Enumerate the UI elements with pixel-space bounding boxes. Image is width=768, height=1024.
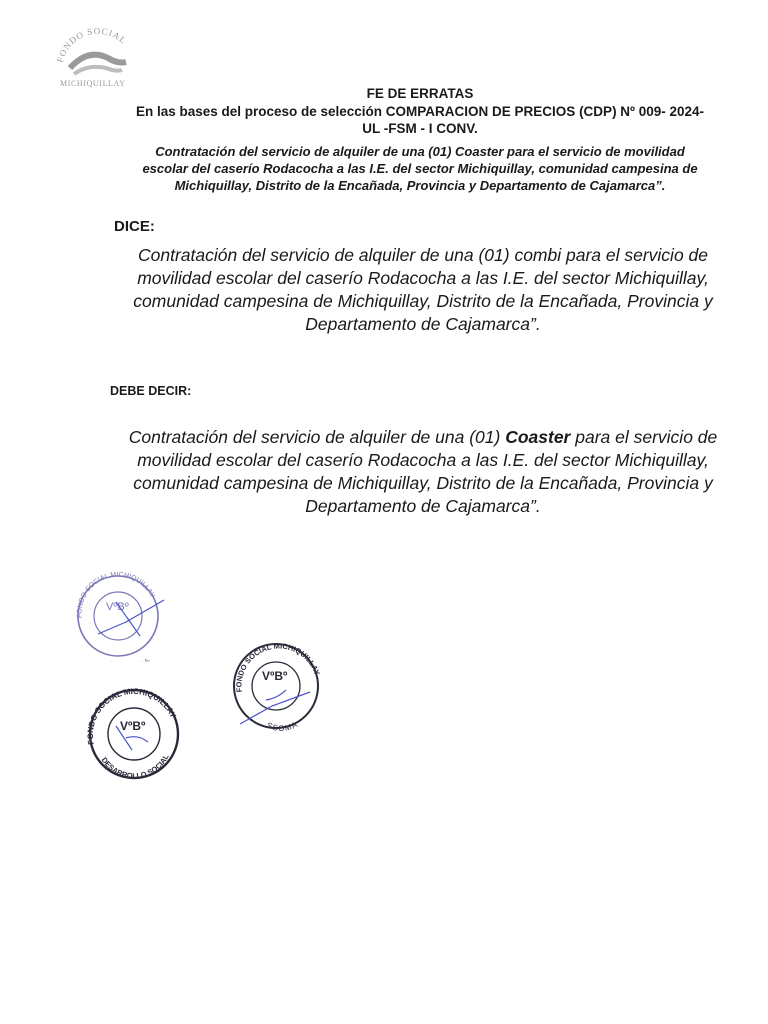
stamp-ssoma [226, 640, 330, 741]
svg-text:FONDO SOCIAL MICHIQUILLAY: FONDO SOCIAL MICHIQUILLAY [76, 572, 156, 619]
debe-decir-paragraph: Contratación del servicio de alquiler de una (01) Coaster para el servicio de movilidad escolar del caserío Rodacocha a las I.E. del sector Michiquillay, comunidad campesina de Michiquillay, Distrito de la Encañada, Provincia y Departamento de Cajamarca”. [128, 427, 718, 516]
debe-decir-label: DEBE DECIR: [110, 384, 192, 398]
svg-text:LOGISTICA: A [143, 656, 153, 662]
process-reference: En las bases del proceso de selección COMPARACION DE PRECIOS (CDP) Nº 009- 2024- UL -FSM - I CONV. [135, 104, 705, 136]
dice-paragraph: Contratación del servicio de alquiler de una (01) combi para el servicio de movilidad escolar del caserío Rodacocha a las I.E. del sector Michiquillay, comunidad campesina de Michiquillay, Distrito de la Encañada, Provincia y Departamento de Cajamarca”. [133, 245, 713, 334]
document-title: FE DE ERRATAS [366, 86, 474, 101]
dice-label: DICE: [114, 218, 155, 235]
stamp-logistica [68, 572, 172, 667]
svg-text:FONDO SOCIAL: FONDO SOCIAL [54, 28, 129, 64]
svg-text:FONDO SOCIAL MICHIQUILLAY: FONDO SOCIAL MICHIQUILLAY [85, 686, 178, 746]
corrected-word: Coaster [505, 427, 571, 447]
svg-text:VºBº: VºBº [262, 669, 288, 683]
svg-text:MICHIQUILLAY: MICHIQUILLAY [60, 79, 126, 88]
svg-text:SSOMA: SSOMA [265, 719, 300, 733]
svg-text:FONDO SOCIAL MICHIQUILLAY: FONDO SOCIAL MICHIQUILLAY [234, 641, 322, 693]
svg-text:DESARROLLO SOCIAL: DESARROLLO SOCIAL [99, 752, 171, 781]
contract-description: Contratación del servicio de alquiler de una (01) Coaster para el servicio de movilidad escolar del caserío Rodacocha a las I.E. del sector Michiquillay, comunidad campesina de Michiquillay, Distrito de la Encañada, Provincia y Departamento de Cajamarca”. [142, 144, 698, 193]
svg-text:VºBº: VºBº [120, 719, 146, 733]
svg-text:VºBº: VºBº [106, 601, 129, 613]
stamp-desarrollo-social [82, 686, 186, 787]
fondo-social-logo [48, 28, 148, 92]
